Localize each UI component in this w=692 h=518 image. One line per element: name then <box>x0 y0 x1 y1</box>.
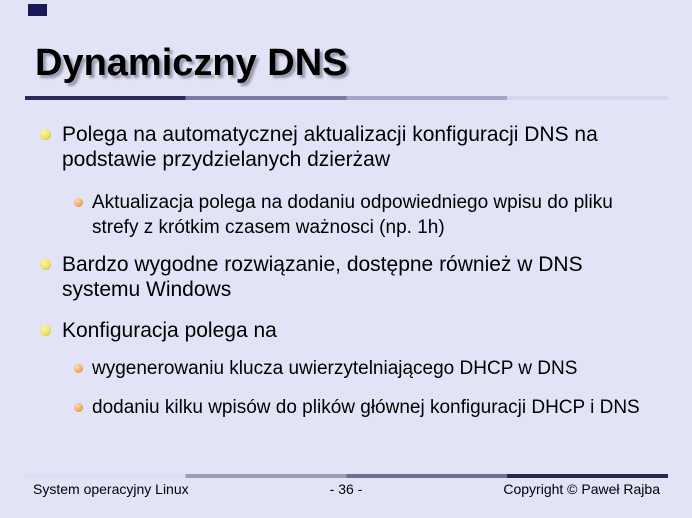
bullet-ball-icon <box>40 259 51 270</box>
bullet-text: Polega na automatycznej aktualizacji konfiguracji DNS na podstawie przydzielanych dzierżaw <box>62 123 598 171</box>
bullet-text: Konfiguracja polega na <box>62 319 277 342</box>
footer-copyright: Copyright © Paweł Rajba <box>503 481 660 497</box>
bullet-ball-icon <box>40 325 51 336</box>
bullet-text: wygenerowaniu klucza uwierzytelniającego DHCP w DNS <box>92 358 578 379</box>
bullet-text: Aktualizacja polega na dodaniu odpowiedniego wpisu do pliku strefy z krótkim czasem ważnosci (np. 1h) <box>92 192 613 238</box>
bullet-item-level2 <box>0 395 692 420</box>
footer-page-number: - 36 - <box>329 481 363 497</box>
bullet-item-level2 <box>0 190 692 240</box>
footer-course-name: System operacyjny Linux <box>33 481 189 497</box>
bullet-item-level1 <box>0 252 692 302</box>
bullet-item-level1 <box>0 122 692 172</box>
bullet-text: Bardzo wygodne rozwiązanie, dostępne również w DNS systemu Windows <box>62 253 583 301</box>
bullet-text: dodaniu kilku wpisów do plików głównej konfiguracji DHCP i DNS <box>92 397 640 418</box>
slide-title: Dynamiczny DNS <box>35 42 348 84</box>
corner-square-decoration <box>28 4 47 16</box>
bullet-ball-icon <box>40 129 51 140</box>
bullet-list <box>0 100 692 420</box>
bullet-item-level2 <box>0 356 692 381</box>
bullet-ball-icon <box>74 198 83 207</box>
bullet-ball-icon <box>74 403 83 412</box>
bullet-item-level1 <box>0 318 692 343</box>
footer-divider-rule <box>25 474 668 478</box>
bullet-ball-icon <box>74 364 83 373</box>
